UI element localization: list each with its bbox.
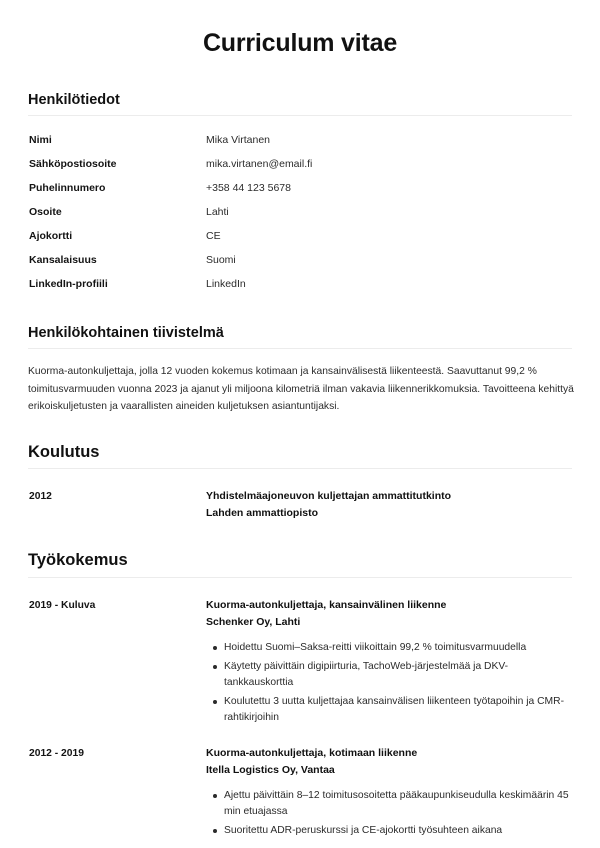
summary-paragraph: Kuorma-autonkuljettaja, jolla 12 vuoden kokemus kotimaan ja kansainvälisestä liikenteestä. Saavuttanut 99,2 % toimitusvarmuuden vuonna 2023 ja ajanut yli miljoona kilometriä ilman vakavia liikennerikkomuksia. Tavoitteena kehittyä erikoiskuljetusten ja vaarallisten aineiden kuljetuksen asiantuntijaksi. (28, 366, 574, 413)
section-divider-experience (28, 577, 572, 578)
entry-bullet (224, 823, 572, 839)
table-row (28, 200, 572, 224)
entry-date: 2012 (29, 491, 52, 503)
section-heading-summary: Henkilökohtainen tiivistelmä (28, 325, 224, 342)
section-divider-summary (28, 348, 572, 349)
entry-role: Yhdistelmäajoneuvon kuljettajan ammattitutkinto (206, 490, 452, 503)
section-heading-experience: Työkokemus (28, 551, 128, 570)
info-value: mika.virtanen@email.fi (206, 158, 313, 171)
bullet-dot-icon (213, 665, 217, 669)
info-label: Sähköpostiosoite (29, 158, 117, 171)
section-education (28, 442, 572, 522)
bullet-dot-icon (213, 646, 217, 650)
entry-bullet-text: Suoritettu ADR-peruskurssi ja CE-ajokortti työsuhteen aikana (224, 825, 503, 836)
bullet-dot-icon (213, 794, 217, 798)
entry-bullet (224, 659, 572, 691)
page-title: Curriculum vitae (202, 29, 398, 57)
entry-bullet-list (206, 788, 572, 839)
entry-body (206, 597, 572, 726)
section-heading-personal-details: Henkilötiedot (28, 92, 120, 108)
info-label: Ajokortti (29, 230, 73, 243)
entry-body (206, 745, 572, 839)
bullet-dot-icon (213, 829, 217, 833)
info-value: CE (206, 230, 221, 243)
list-item (28, 488, 572, 521)
entry-role: Kuorma-autonkuljettaja, kansainvälinen liikenne (206, 599, 447, 611)
entry-bullet (224, 694, 572, 726)
section-experience (28, 550, 572, 839)
info-value: Lahti (206, 206, 229, 219)
entry-bullet-text: Käytetty päivittäin digipiirturia, TachoWeb-järjestelmää ja DKV-tankkauskorttia (224, 661, 509, 688)
list-item (28, 597, 572, 726)
entry-bullet (224, 640, 572, 656)
entry-organization: Lahden ammattiopisto (206, 506, 319, 519)
section-divider-education (28, 468, 572, 469)
personal-details-table (28, 128, 572, 296)
table-row (28, 152, 572, 176)
info-value: Suomi (206, 254, 236, 267)
list-item (28, 745, 572, 839)
info-value: +358 44 123 5678 (206, 182, 291, 195)
section-divider-personal-details (28, 115, 572, 116)
table-row (28, 128, 572, 152)
info-value-linkedin[interactable]: LinkedIn (206, 278, 246, 291)
table-row (28, 176, 572, 200)
table-row (28, 224, 572, 248)
table-row (28, 272, 572, 296)
entry-body (206, 488, 572, 521)
entry-organization: Schenker Oy, Lahti (206, 615, 301, 628)
personal-details-rows (28, 128, 572, 296)
entry-role: Kuorma-autonkuljettaja, kotimaan liikenne (206, 747, 418, 759)
entry-bullet (224, 788, 572, 820)
entry-bullet-list (206, 640, 572, 726)
entry-bullet-text: Hoidettu Suomi–Saksa-reitti viikoittain 99,2 % toimitusvarmuudella (224, 642, 527, 653)
section-summary (28, 324, 572, 416)
section-heading-education: Koulutus (28, 442, 100, 461)
entry-bullet-text: Ajettu päivittäin 8–12 toimitusosoitetta pääkaupunkiseudulla keskimäärin 45 min etuajassa (224, 790, 569, 817)
section-personal-details (28, 91, 572, 296)
info-label: Nimi (29, 134, 52, 147)
info-label: Kansalaisuus (29, 254, 97, 267)
entry-organization: Itella Logistics Oy, Vantaa (206, 763, 335, 776)
info-value: Mika Virtanen (206, 134, 271, 147)
entry-date: 2012 - 2019 (29, 748, 84, 759)
entry-bullet-text: Koulutettu 3 uutta kuljettajaa kansainvälisen liikenteen työtapoihin ja CMR-rahtikirjoihin (224, 696, 564, 723)
entry-date: 2019 - Kuluva (29, 600, 96, 611)
info-label: Osoite (29, 206, 62, 219)
table-row (28, 248, 572, 272)
info-label: Puhelinnumero (29, 182, 106, 195)
bullet-dot-icon (213, 700, 217, 704)
info-label: LinkedIn-profiili (29, 278, 108, 291)
